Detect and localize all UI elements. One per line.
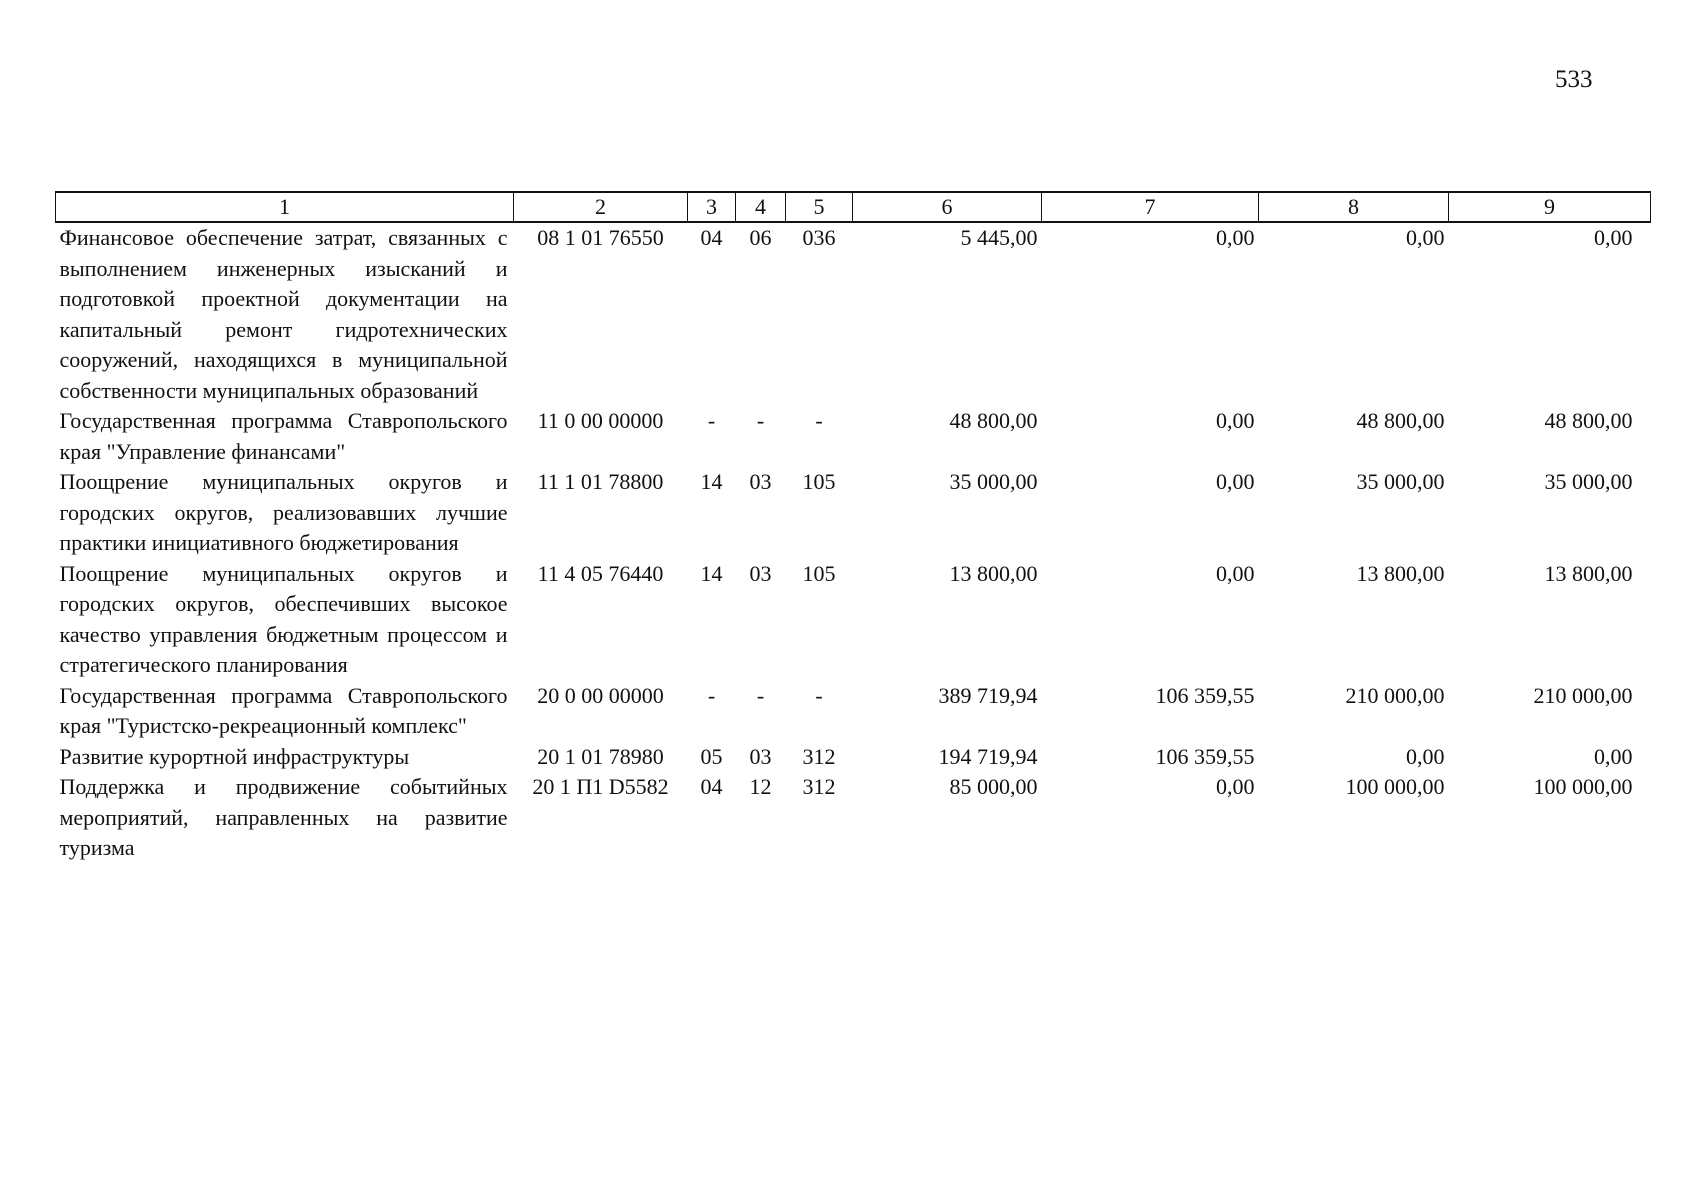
row-col6: 5 445,00 (960, 225, 1038, 250)
row-col4: 03 (749, 743, 772, 769)
row-col8: 210 000,00 (1345, 682, 1445, 708)
row-col3: 05 (700, 743, 723, 769)
row-col7: 0,00 (1216, 560, 1255, 586)
column-header: 3 (688, 192, 736, 222)
row-description: Поддержка и продвижение событийных мероприятий, направленных на развитие туризма (59, 774, 508, 860)
row-col4: 03 (749, 469, 772, 494)
row-code: 20 0 00 00000 (537, 682, 664, 708)
row-col3: 04 (700, 774, 723, 799)
row-col6: 85 000,00 (949, 774, 1038, 799)
table-body (56, 222, 1651, 864)
row-col8: 0,00 (1406, 225, 1445, 250)
row-col8: 48 800,00 (1356, 408, 1445, 433)
column-header: 8 (1259, 192, 1449, 222)
row-col4: 06 (749, 225, 772, 250)
table-row (56, 772, 1651, 864)
row-col5: 105 (802, 560, 836, 586)
column-header: 5 (786, 192, 853, 222)
row-col3: - (707, 682, 716, 708)
row-col8: 35 000,00 (1356, 469, 1445, 494)
row-col9: 48 800,00 (1544, 408, 1633, 433)
row-description: Государственная программа Ставропольского края "Управление финансами" (59, 408, 508, 464)
row-col5: - (815, 408, 823, 433)
row-col9: 0,00 (1594, 743, 1633, 769)
row-col9: 35 000,00 (1544, 469, 1633, 494)
row-col3: 14 (700, 560, 723, 586)
column-header: 7 (1042, 192, 1259, 222)
row-col4: 03 (749, 560, 772, 586)
row-code: 11 4 05 76440 (537, 560, 664, 586)
row-col6: 35 000,00 (949, 469, 1038, 494)
row-description: Развитие курортной инфраструктуры (59, 743, 410, 769)
table-row (56, 406, 1651, 467)
row-description: Поощрение муниципальных округов и городских округов, обеспечивших высокое качество управления бюджетным процессом и стратегического планирования (59, 560, 508, 677)
row-col5: 036 (802, 225, 836, 250)
row-col9: 100 000,00 (1533, 774, 1633, 799)
row-col7: 0,00 (1216, 225, 1255, 250)
header-row (56, 192, 1651, 222)
row-col7: 0,00 (1216, 408, 1255, 433)
column-header: 6 (853, 192, 1042, 222)
row-col4: - (756, 682, 765, 708)
row-description: Государственная программа Ставропольского края "Туристско-рекреационный комплекс" (59, 682, 508, 738)
row-col3: - (707, 408, 716, 433)
table-row (56, 559, 1651, 681)
row-code: 11 0 00 00000 (537, 408, 664, 433)
row-col5: 105 (802, 469, 836, 494)
column-header: 9 (1449, 192, 1651, 222)
row-col3: 14 (700, 469, 723, 494)
row-col6: 389 719,94 (938, 682, 1038, 708)
table-header (56, 192, 1651, 222)
row-col4: - (756, 408, 765, 433)
row-description: Поощрение муниципальных округов и городских округов, реализовавших лучшие практики инициативного бюджетирования (59, 469, 508, 555)
row-code: 20 1 П1 D5582 (532, 774, 669, 799)
row-description: Финансовое обеспечение затрат, связанных с выполнением инженерных изысканий и подготовкой проектной документации на капитальный ремонт гидротехнических сооружений, находящихся в муниципальной собственности муниципальных образований (59, 225, 508, 403)
row-col9: 210 000,00 (1533, 682, 1633, 708)
row-col5: 312 (802, 743, 836, 769)
page-number: 533 (1555, 66, 1593, 93)
row-col8: 13 800,00 (1356, 560, 1445, 586)
row-col6: 48 800,00 (949, 408, 1038, 433)
row-col7: 0,00 (1216, 469, 1255, 494)
row-col9: 0,00 (1594, 225, 1633, 250)
row-code: 11 1 01 78800 (537, 469, 664, 494)
table-row (56, 467, 1651, 559)
row-col3: 04 (700, 225, 723, 250)
budget-table (55, 191, 1651, 864)
table-row (56, 742, 1651, 773)
row-col5: - (815, 682, 823, 708)
row-col8: 0,00 (1406, 743, 1445, 769)
row-col7: 0,00 (1216, 774, 1255, 799)
column-header: 1 (56, 192, 514, 222)
row-code: 20 1 01 78980 (537, 743, 664, 769)
table-row (56, 681, 1651, 742)
column-header: 4 (736, 192, 786, 222)
row-col4: 12 (749, 774, 772, 799)
row-col5: 312 (802, 774, 836, 799)
row-col8: 100 000,00 (1345, 774, 1445, 799)
row-col7: 106 359,55 (1155, 682, 1255, 708)
row-code: 08 1 01 76550 (537, 225, 664, 250)
column-header: 2 (514, 192, 688, 222)
row-col6: 194 719,94 (938, 743, 1038, 769)
table-row (56, 222, 1651, 406)
row-col9: 13 800,00 (1544, 560, 1633, 586)
row-col6: 13 800,00 (949, 560, 1038, 586)
row-col7: 106 359,55 (1155, 743, 1255, 769)
